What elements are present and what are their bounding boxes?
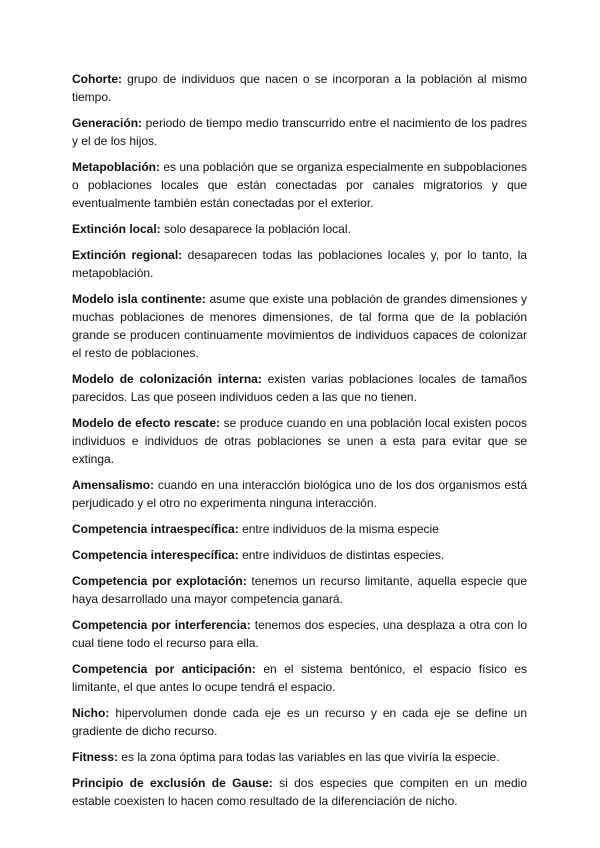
entry-definition: es la zona óptima para todas las variables en las que viviría la especie. [118, 750, 500, 764]
entry-term: Cohorte: [72, 72, 122, 86]
glossary-entry-nicho [72, 704, 527, 740]
entry-term: Nicho: [72, 706, 110, 720]
entry-term: Competencia por interferencia: [72, 618, 251, 632]
entry-term: Modelo de colonización interna: [72, 372, 262, 386]
glossary-entry-competencia-interespecifica [72, 546, 527, 564]
glossary-list [72, 70, 527, 818]
glossary-entry-metapoblacion [72, 158, 527, 212]
glossary-entry-competencia-interferencia [72, 616, 527, 652]
entry-definition: cuando en una interacción biológica uno de los dos organismos está perjudicado y el otro no experimenta ninguna interacción. [72, 478, 527, 510]
entry-definition: existen varias poblaciones locales de tamaños parecidos. Las que poseen individuos ceden a las que no tienen. [72, 372, 528, 404]
entry-definition: tenemos dos especies, una desplaza a otra con lo cual tiene todo el recurso para ella. [72, 618, 528, 650]
entry-definition: tenemos un recurso limitante, aquella especie que haya desarrollado una mayor competencia ganará. [72, 574, 528, 606]
entry-definition: solo desaparece la población local. [160, 222, 351, 236]
entry-term: Extinción local: [72, 222, 161, 236]
entry-term: Competencia intraespecífica: [72, 522, 239, 536]
entry-term: Generación: [72, 116, 143, 130]
entry-definition: entre individuos de la misma especie [238, 522, 439, 536]
glossary-entry-principio-gause [72, 774, 527, 810]
glossary-entry-competencia-explotacion [72, 572, 527, 608]
entry-term: Modelo isla continente: [72, 292, 206, 306]
entry-term: Fitness: [72, 750, 119, 764]
entry-term: Extinción regional: [72, 248, 183, 262]
entry-definition: si dos especies que compiten en un medio estable coexisten lo hacen como resultado de la diferenciación de nicho. [72, 776, 527, 808]
entry-term: Competencia por explotación: [72, 574, 247, 588]
entry-definition: asume que existe una población de grandes dimensiones y muchas poblaciones de menores dimensiones, de tal forma que de la población grande se producen continuamente movimientos de individuos capaces de colonizar el resto de poblaciones. [72, 292, 528, 360]
glossary-entry-generacion [72, 114, 527, 150]
glossary-entry-extincion-local [72, 220, 527, 238]
glossary-entry-competencia-intraespecifica [72, 520, 527, 538]
entry-definition: es una población que se organiza especialmente en subpoblaciones o poblaciones locales que están conectadas por canales migratorios y que eventualmente también están conectadas por el exterior. [72, 160, 527, 210]
glossary-entry-modelo-isla-continente [72, 290, 527, 362]
glossary-entry-cohorte [72, 70, 527, 106]
entry-definition: periodo de tiempo medio transcurrido entre el nacimiento de los padres y el de los hijos. [72, 116, 527, 148]
entry-definition: entre individuos de distintas especies. [238, 548, 445, 562]
entry-definition: grupo de individuos que nacen o se incorporan a la población al mismo tiempo. [72, 72, 527, 104]
entry-definition: se produce cuando en una población local existen pocos individuos e individuos de otras poblaciones se unen a esta para evitar que se extinga. [72, 416, 527, 466]
entry-term: Competencia por anticipación: [72, 662, 256, 676]
glossary-entry-extincion-regional [72, 246, 527, 282]
entry-term: Metapoblación: [72, 160, 161, 174]
glossary-entry-fitness [72, 748, 527, 766]
entry-definition: desaparecen todas las poblaciones locales y, por lo tanto, la metapoblación. [72, 248, 527, 280]
entry-term: Modelo de efecto rescate: [72, 416, 221, 430]
entry-definition: hipervolumen donde cada eje es un recurso y en cada eje se define un gradiente de dicho recurso. [72, 706, 527, 738]
glossary-entry-amensalismo [72, 476, 527, 512]
entry-definition: en el sistema bentónico, el espacio físico es limitante, el que antes lo ocupe tendrá el espacio. [72, 662, 527, 694]
glossary-entry-competencia-anticipacion [72, 660, 527, 696]
entry-term: Principio de exclusión de Gause: [72, 776, 273, 790]
glossary-entry-modelo-colonizacion-interna [72, 370, 527, 406]
entry-term: Competencia interespecífica: [72, 548, 239, 562]
entry-term: Amensalismo: [72, 478, 155, 492]
glossary-entry-modelo-efecto-rescate [72, 414, 527, 468]
